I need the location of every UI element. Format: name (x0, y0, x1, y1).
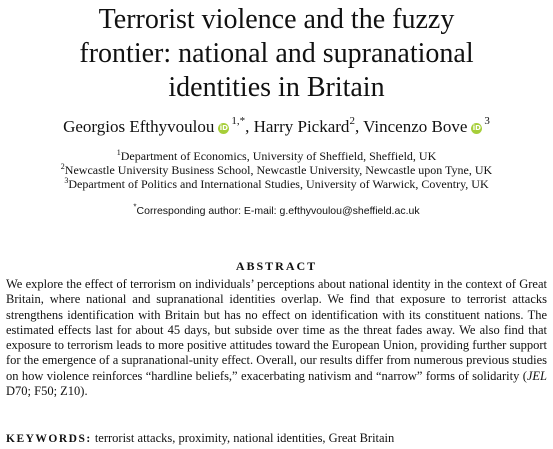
affiliation-marker: 2 (60, 162, 65, 171)
author-name[interactable]: Vincenzo Bove (363, 117, 468, 136)
keywords-label: KEYWORDS: (6, 433, 92, 445)
author-separator: , (354, 117, 364, 136)
keywords-text: terrorist attacks, proximity, national identities, Great Britain (91, 431, 395, 445)
orcid-icon[interactable]: iD (472, 124, 481, 132)
author-affiliation-marker: 3 (484, 115, 490, 128)
affiliation (0, 150, 553, 163)
author-list (0, 116, 553, 138)
affiliation-text: Department of Politics and International Studies, University of Warwick, Coventry, UK (68, 177, 489, 191)
author-separator: , (245, 117, 254, 136)
affiliation (0, 178, 553, 191)
paper-title-line-2: frontier: national and supranational (79, 38, 474, 69)
corresponding-author-text[interactable]: Corresponding author: E-mail: g.efthyvoulou@sheffield.ac.uk (136, 205, 420, 217)
affiliation-marker: 1 (116, 148, 121, 157)
corresponding-author-note (0, 202, 553, 218)
paper-title-line-1: Terrorist violence and the fuzzy (98, 4, 455, 35)
affiliation (0, 164, 553, 177)
author-name[interactable]: Georgios Efthyvoulou (63, 117, 215, 136)
author-name[interactable]: Harry Pickard (253, 117, 350, 136)
affiliation-text: Newcastle University Business School, Newcastle University, Newcastle upon Tyne, UK (64, 163, 493, 177)
affiliation-text: Department of Economics, University of Sheffield, Sheffield, UK (120, 149, 437, 163)
abstract-text-end: D70; F50; Z10). (6, 384, 88, 399)
corresponding-marker: * (133, 202, 137, 212)
author-affiliation-marker: 1,* (231, 115, 246, 128)
orcid-icon[interactable]: iD (219, 124, 228, 132)
keywords-line (6, 431, 547, 447)
abstract-body (6, 277, 547, 399)
abstract-text: We explore the effect of terrorism on individuals’ perceptions about national identity in the context of Great Britain, where national and supranational identities overlap. We find that exposure to terrorist attacks strengthens identification with Britain but has no effect on identification with its constituent nations. The estimated effects last for about 45 days, but subside over time as the threat fades away. We also find that exposure to terrorism leads to more positive attitudes toward the European Union, providing further support for the emergence of a supranational-unity effect. Overall, our results differ from numerous previous studies on how violence reinforces “hardline beliefs,” exacerbating nativism and “narrow” forms of solidarity ( (6, 277, 547, 383)
author-affiliation-marker: 2 (349, 115, 355, 128)
affiliation-marker: 3 (64, 176, 69, 185)
paper-title-line-3: identities in Britain (168, 72, 385, 103)
abstract-jel-label: JEL (526, 368, 547, 383)
abstract-heading: ABSTRACT (235, 259, 318, 273)
